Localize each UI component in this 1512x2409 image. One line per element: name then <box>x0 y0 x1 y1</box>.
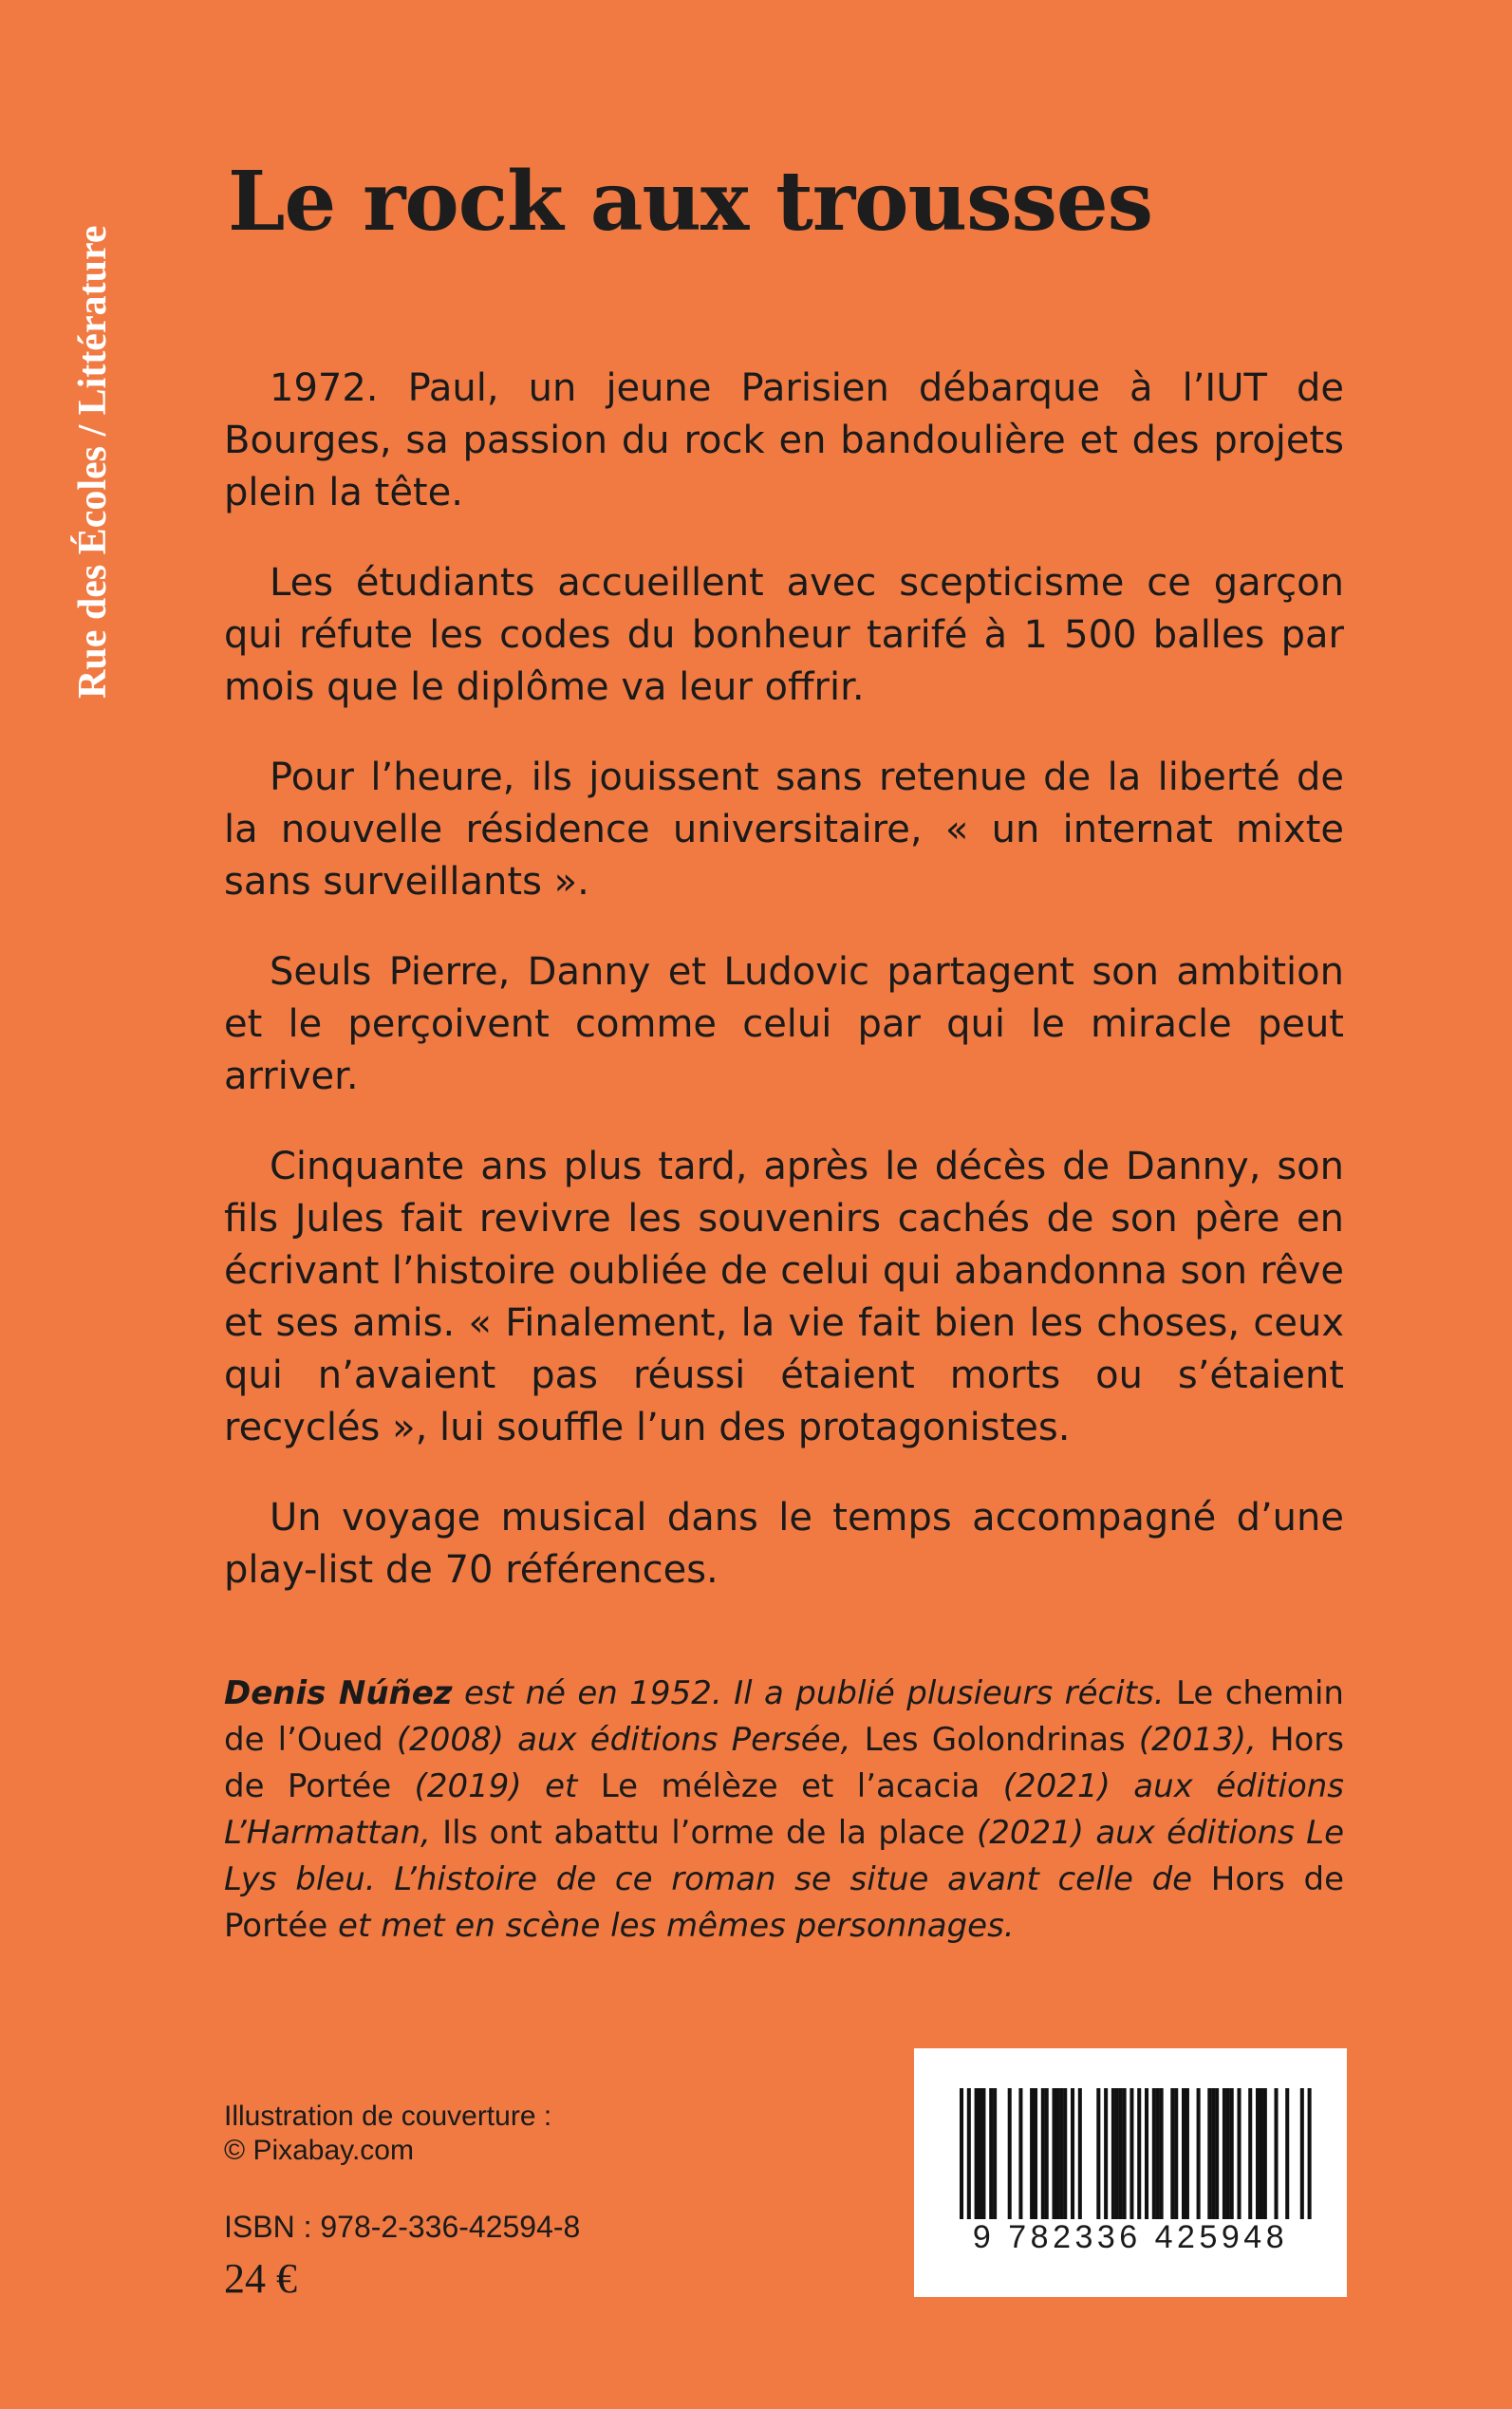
barcode-bar <box>993 2088 997 2219</box>
book-title-ref: Ils ont abattu l’orme de la place <box>442 1814 965 1852</box>
price: 24 € <box>224 2255 297 2302</box>
barcode-bar <box>1248 2088 1252 2219</box>
barcode-bar <box>1078 2088 1082 2219</box>
barcode-bar <box>1018 2088 1022 2219</box>
blurb-paragraph: 1972. Paul, un jeune Parisien débarque à l’IUT de Bourges, sa passion du rock en bandoulière et des projets plein la tête. <box>224 366 1344 514</box>
barcode-bar <box>1174 2088 1178 2219</box>
isbn: ISBN : 978-2-336-42594-8 <box>224 2210 581 2244</box>
barcode-bar <box>960 2088 963 2219</box>
barcode-bar <box>1030 2088 1034 2219</box>
barcode-bar <box>1275 2088 1279 2219</box>
barcode-bar <box>1256 2088 1260 2219</box>
bio-text: et met en scène les mêmes personnages. <box>327 1907 1015 1945</box>
book-title-ref: Les Golondrinas <box>864 1721 1126 1759</box>
barcode-bar <box>1111 2088 1115 2219</box>
book-title-ref: Le chemin de l’Oued <box>224 1674 1344 1759</box>
barcode-bar <box>1223 2088 1226 2219</box>
barcode-bar <box>1182 2088 1185 2219</box>
barcode-bar <box>979 2088 982 2219</box>
barcode-bar <box>1071 2088 1074 2219</box>
barcode-bar <box>981 2088 985 2219</box>
barcode-digits: 9 782336 425948 <box>972 2219 1289 2255</box>
bio-text: (2021) aux éditions Le Lys bleu. L’histoire de ce roman se situe avant celle de <box>224 1814 1344 1898</box>
book-title-ref: Le mélèze et l’acacia <box>600 1767 980 1805</box>
barcode-bar <box>1238 2088 1241 2219</box>
barcode-bar <box>1152 2088 1156 2219</box>
barcode-bar <box>1215 2088 1219 2219</box>
cover-credits <box>224 2100 551 2168</box>
credits-source: © Pixabay.com <box>224 2135 414 2166</box>
bio-text: (2019) et <box>391 1767 601 1805</box>
barcode-bar <box>975 2088 979 2219</box>
barcode-bar <box>1055 2088 1059 2219</box>
author-bio <box>224 1671 1344 1950</box>
barcode-bar <box>1156 2088 1160 2219</box>
blurb-paragraph: Seuls Pierre, Danny et Ludovic partagent son ambition et le perçoivent comme celui par qui le miracle peut arriver. <box>224 950 1344 1098</box>
back-cover-blurb <box>224 363 1344 1634</box>
barcode-bar <box>1197 2088 1201 2219</box>
bio-text: (2008) aux éditions Persée, <box>383 1721 865 1759</box>
author-name: Denis Núñez <box>224 1674 453 1712</box>
barcode-bar <box>1123 2088 1127 2219</box>
book-title-ref: Hors de Portée <box>224 1860 1345 1945</box>
bio-text: est né en 1952. Il a publié plusieurs récits. <box>452 1674 1176 1712</box>
barcode-bar <box>1185 2088 1189 2219</box>
blurb-paragraph: Un voyage musical dans le temps accompagné d’une play-list de 70 références. <box>224 1496 1344 1592</box>
bio-text: (2013), <box>1125 1721 1270 1759</box>
barcode-bar <box>1226 2088 1230 2219</box>
barcode-bar <box>1129 2088 1133 2219</box>
barcode-bars <box>914 2048 1347 2297</box>
barcode-bar <box>1145 2088 1148 2219</box>
barcode-bar <box>1137 2088 1141 2219</box>
barcode-bar <box>1119 2088 1123 2219</box>
barcode-bar <box>1096 2088 1100 2219</box>
barcode-bar <box>1170 2088 1174 2219</box>
barcode-bar <box>967 2088 971 2219</box>
barcode-bar <box>1160 2088 1164 2219</box>
bio-text: (2021) aux éditions L’Harmattan, <box>224 1767 1345 1852</box>
blurb-paragraph: Les étudiants accueillent avec scepticisme ce garçon qui réfute les codes du bonheur tarifé à 1 500 balles par mois que le diplôme va leur offrir. <box>224 561 1344 709</box>
barcode-bar <box>1115 2088 1119 2219</box>
book-title-ref: Hors de Portée <box>224 1721 1344 1805</box>
barcode-bar <box>1207 2088 1211 2219</box>
book-title: Le rock aux trousses <box>228 154 1153 250</box>
blurb-paragraph: Pour l’heure, ils jouissent sans retenue de la liberté de la nouvelle résidence universitaire, « un internat mixte sans surveillants ». <box>224 756 1344 904</box>
barcode-bar <box>1211 2088 1215 2219</box>
barcode <box>914 2048 1347 2297</box>
barcode-bar <box>1104 2088 1108 2219</box>
barcode-bar <box>989 2088 993 2219</box>
series-label: Rue des Écoles / Littérature <box>71 225 115 699</box>
barcode-bar <box>1308 2088 1312 2219</box>
credits-label: Illustration de couverture : <box>224 2101 552 2132</box>
barcode-bar <box>1008 2088 1012 2219</box>
barcode-bar <box>1034 2088 1037 2219</box>
barcode-bar <box>1053 2088 1056 2219</box>
barcode-bar <box>1260 2088 1263 2219</box>
barcode-bar <box>1285 2088 1289 2219</box>
blurb-paragraph: Cinquante ans plus tard, après le décès de Danny, son fils Jules fait revivre les souvenirs cachés de son père en écrivant l’histoire oubliée de celui qui abandonna son rêve et ses amis. « Finalement, la vie fait bien les choses, ceux qui n’avaient pas réussi étaient morts ou s’étaient recyclés », lui souffle l’un des protagonistes. <box>224 1145 1344 1449</box>
barcode-bar <box>1059 2088 1063 2219</box>
barcode-bar <box>1063 2088 1067 2219</box>
barcode-bar <box>1263 2088 1267 2219</box>
barcode-bar <box>1041 2088 1045 2219</box>
barcode-bar <box>1230 2088 1234 2219</box>
barcode-bar <box>1045 2088 1049 2219</box>
barcode-bar <box>1300 2088 1304 2219</box>
